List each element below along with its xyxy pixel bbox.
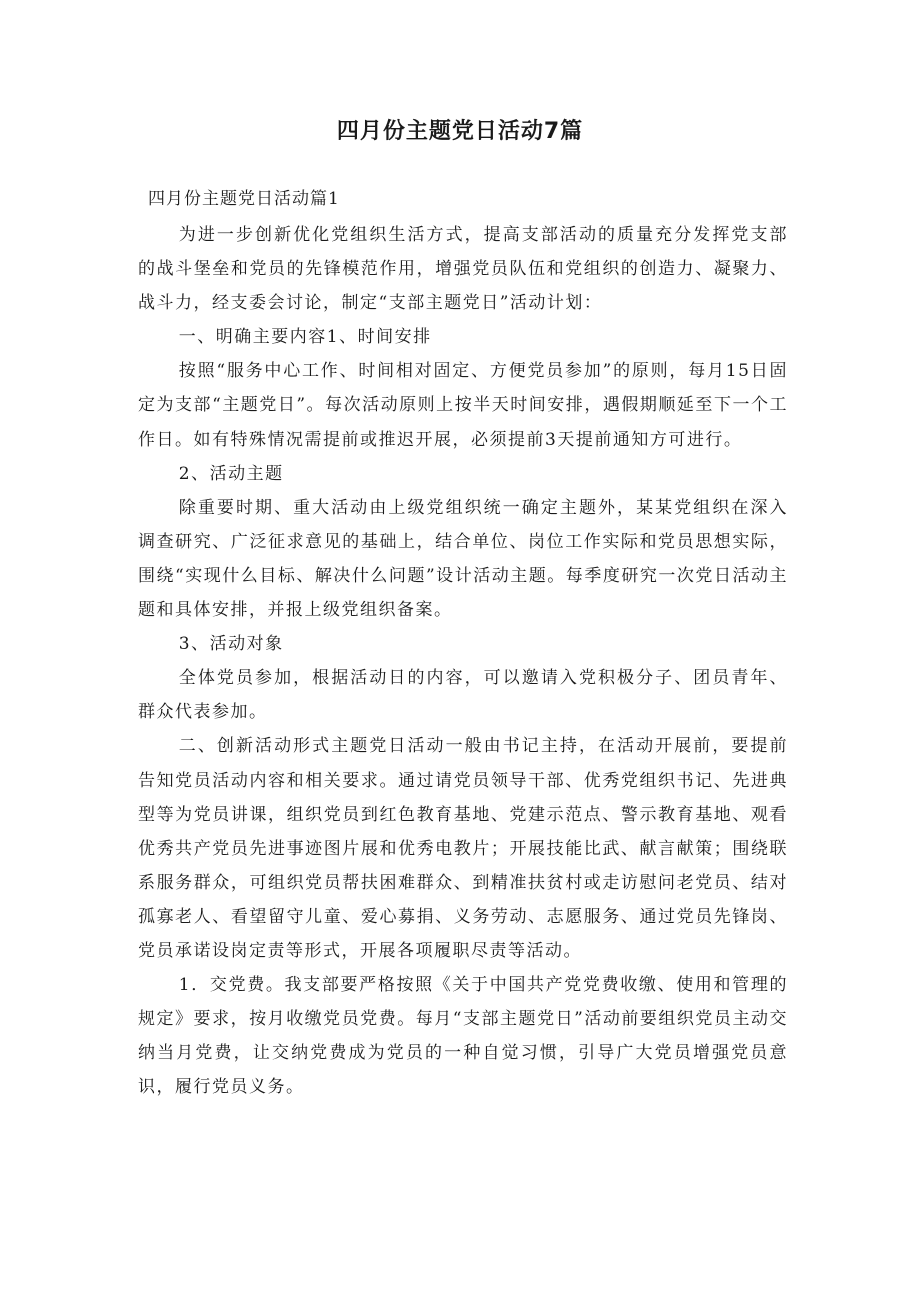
paragraph-theme: 除重要时期、重大活动由上级党组织统一确定主题外，某某党组织在深入调查研究、广泛征求意见的基础上，结合单位、岗位工作实际和党员思想实际，围绕“实现什么目标、解决什么问题”设计活动主题。每季度研究一次党日活动主题和具体安排，并报上级党组织备案。 — [138, 497, 788, 621]
paragraph-party-dues: 1．交党费。我支部要严格按照《关于中国共产党党费收缴、使用和管理的规定》要求，按月收缴党员党费。每月“支部主题党日”活动前要组织党员主动交纳当月党费，让交纳党费成为党员的一种自觉习惯，引导广大党员增强党员意识，履行党员义务。 — [138, 975, 788, 1098]
document-title: 四月份主题党日活动7篇 — [336, 119, 584, 144]
paragraph-activity-forms: 二、创新活动形式主题党日活动一般由书记主持，在活动开展前，要提前告知党员活动内容和相关要求。通过请党员领导干部、优秀党组织书记、先进典型等为党员讲课，组织党员到红色教育基地、党建示范点、警示教育基地、观看优秀共产党员先进事迹图片展和优秀电教片；开展技能比武、献言献策；围绕联系服务群众，可组织党员帮扶困难群众、到精准扶贫村或走访慰问老党员、结对孤寡老人、看望留守儿童、爱心募捐、义务劳动、志愿服务、通过党员先锋岗、党员承诺设岗定责等形式，开展各项履职尽责等活动。 — [138, 736, 788, 961]
paragraph-intro: 为进一步创新优化党组织生活方式，提高支部活动的质量充分发挥党支部的战斗堡垒和党员的先锋模范作用，增强党员队伍和党组织的创造力、凝聚力、战斗力，经支委会讨论，制定“支部主题党日”活动计划： — [138, 225, 788, 314]
paragraph-participants: 全体党员参加，根据活动日的内容，可以邀请入党积极分子、团员青年、群众代表参加。 — [138, 668, 788, 723]
heading-main-content: 一、明确主要内容1、时间安排 — [178, 327, 432, 348]
section-heading: 四月份主题党日活动篇1 — [148, 189, 340, 209]
heading-activity-theme: 2、活动主题 — [178, 463, 284, 484]
document-body — [138, 218, 788, 1104]
heading-participants: 3、活动对象 — [178, 634, 284, 655]
paragraph-schedule: 按照“服务中心工作、时间相对固定、方便党员参加”的原则，每月15日固定为支部“主题党日”。每次活动原则上按半天时间安排，遇假期顺延至下一个工作日。如有特殊情况需提前或推迟开展，必须提前3天提前通知方可进行。 — [138, 361, 788, 450]
